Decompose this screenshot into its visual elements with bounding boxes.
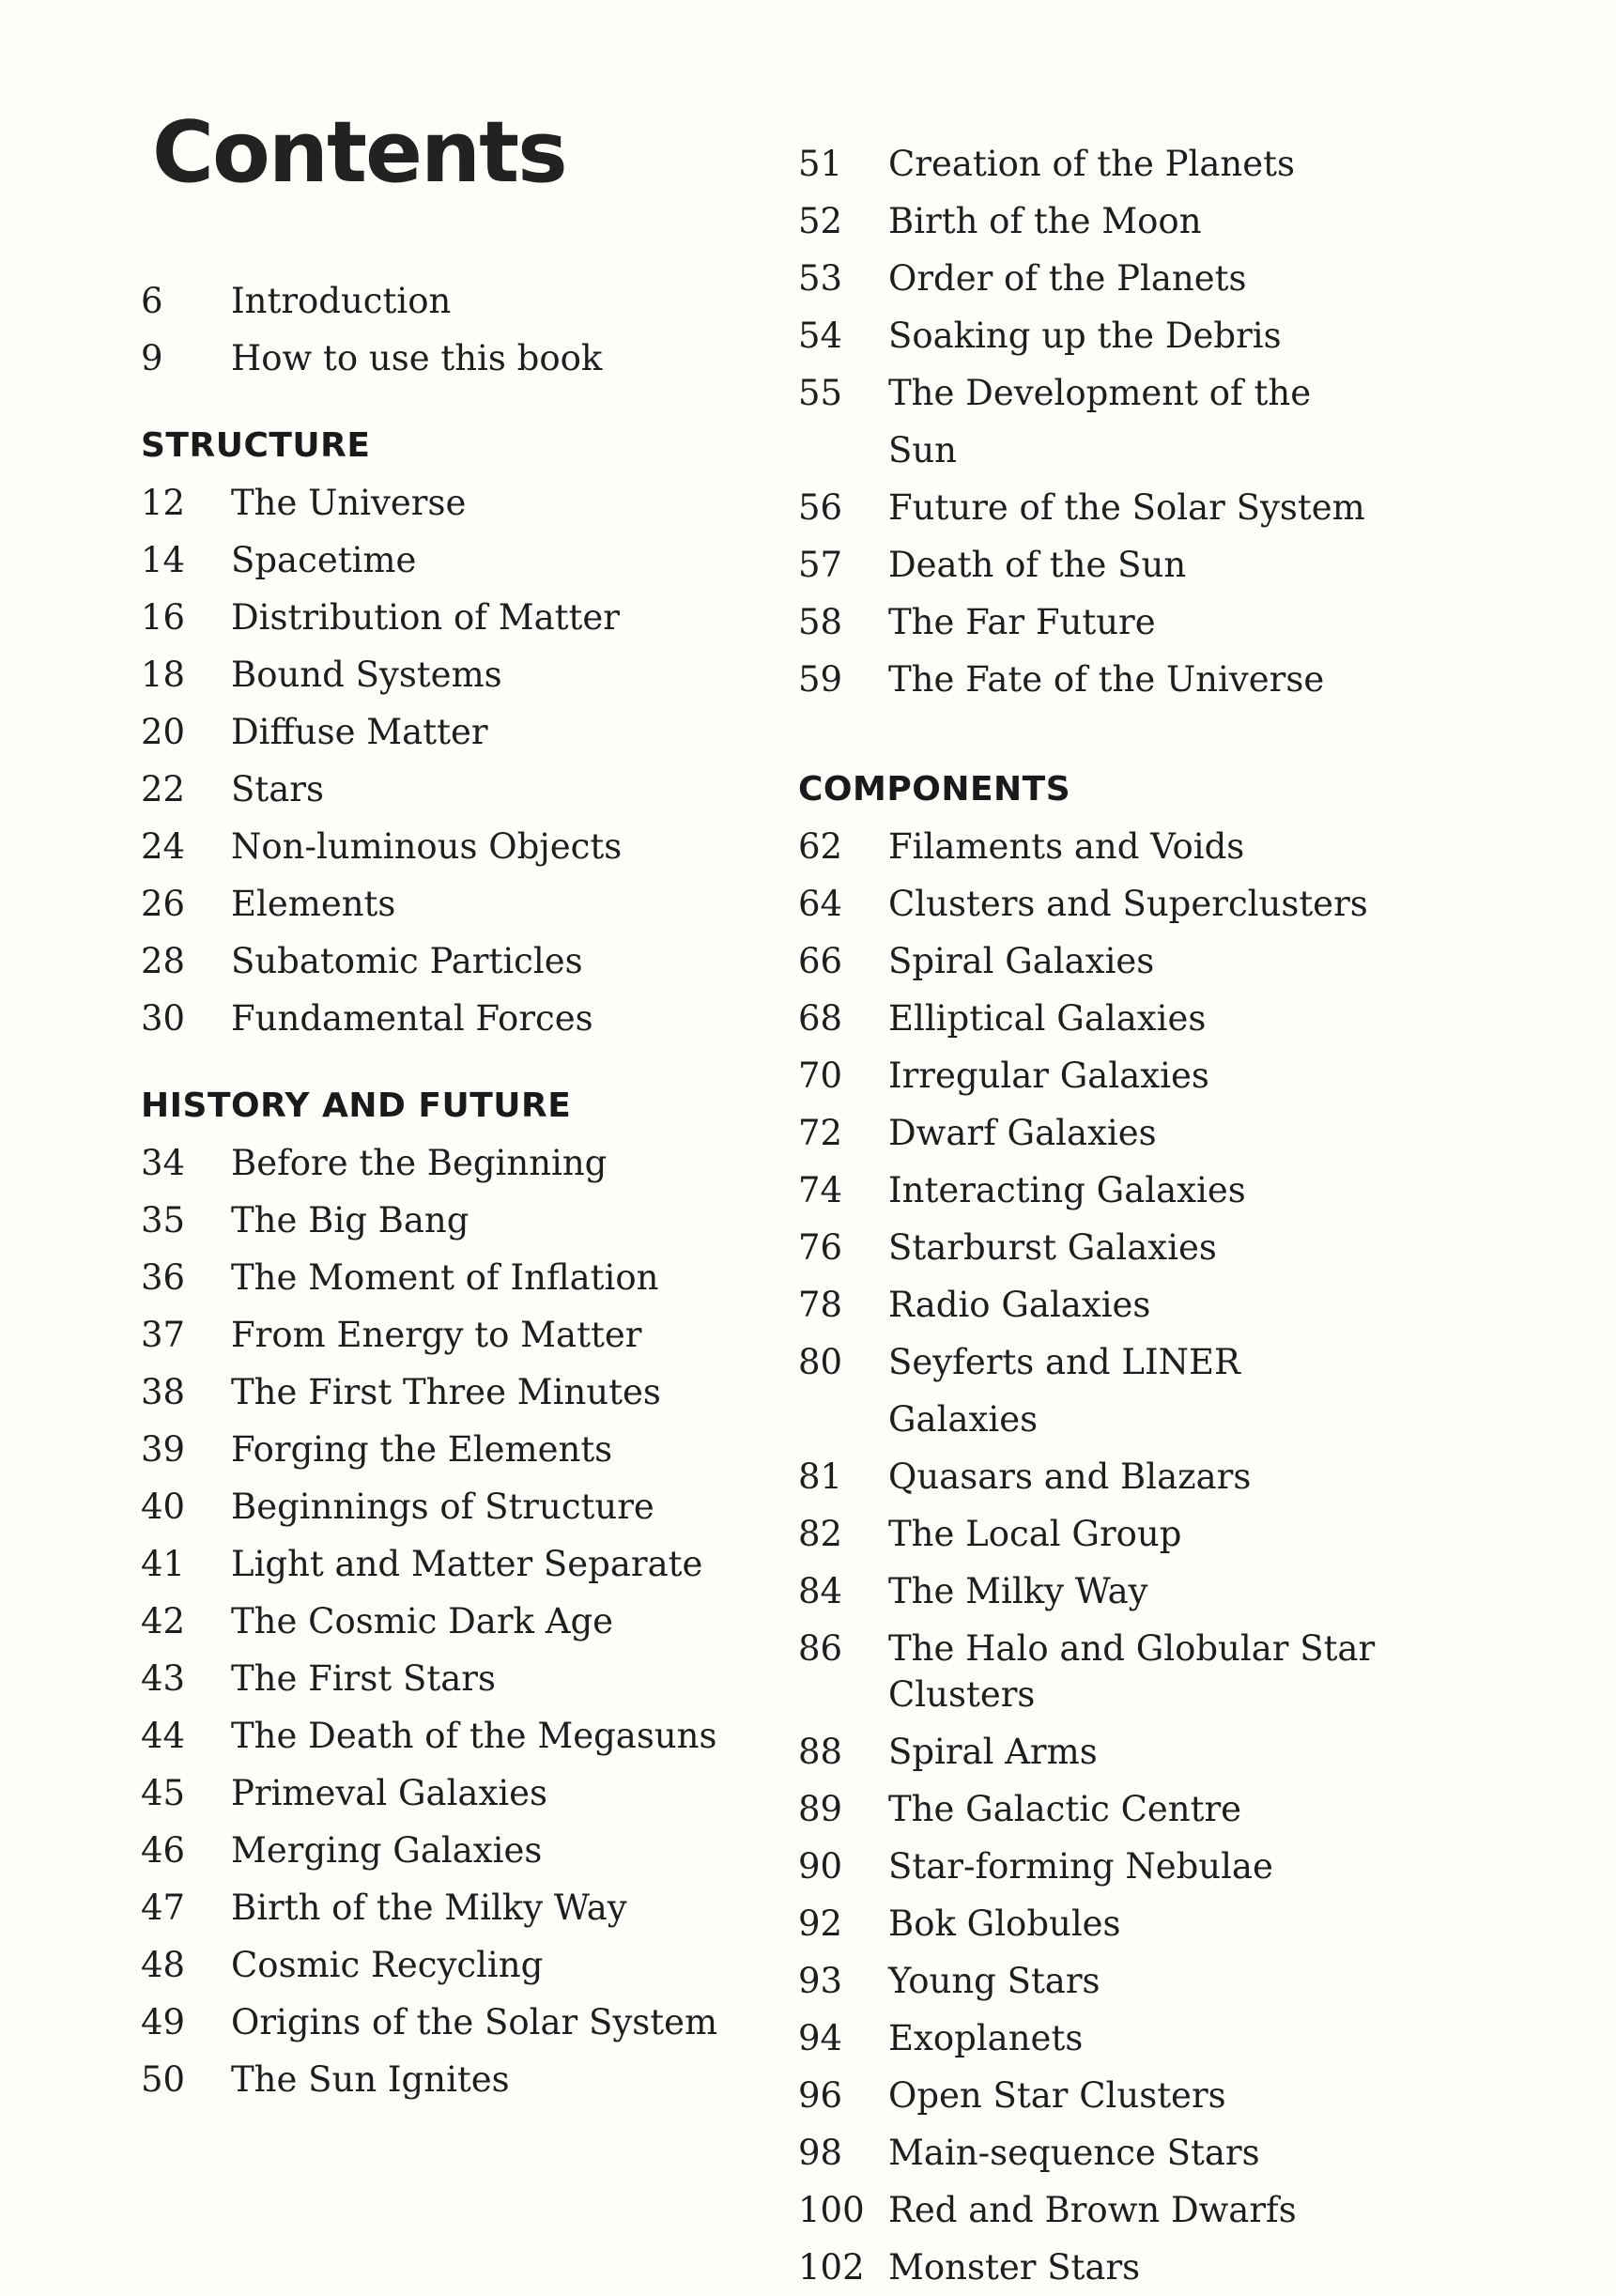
toc-entry [798, 1952, 1380, 2010]
toc-entry [141, 1364, 723, 1421]
toc-page-number: 43 [141, 1658, 186, 1699]
toc-entry [798, 1162, 1380, 1219]
toc-page-number: 59 [798, 659, 843, 700]
toc-entry [141, 703, 723, 761]
toc-entry [798, 1563, 1380, 1620]
toc-entry-title: Primeval Galaxies [231, 1773, 548, 1813]
toc-entry-title: Open Star Clusters [888, 2075, 1226, 2116]
toc-page-number: 52 [798, 201, 843, 241]
toc-page-number: 45 [141, 1773, 186, 1813]
toc-page-number: 76 [798, 1227, 843, 1268]
toc-entry-title: Order of the Planets [888, 258, 1247, 299]
toc-entry-title: Elliptical Galaxies [888, 998, 1207, 1039]
toc-page-number: 57 [798, 545, 843, 585]
toc-page-number: 22 [141, 769, 186, 809]
toc-entry-title: The First Three Minutes [231, 1372, 661, 1412]
toc-entry-title: Birth of the Milky Way [231, 1888, 627, 1928]
toc-entry-title: The Milky Way [888, 1571, 1148, 1611]
toc-page-number: 62 [798, 826, 843, 867]
toc-entry-title: Creation of the Planets [888, 144, 1295, 184]
toc-entry [141, 1764, 723, 1822]
toc-page-number: 88 [798, 1732, 843, 1772]
toc-entry-title: The Death of the Megasuns [231, 1716, 717, 1756]
toc-entry [141, 330, 723, 387]
toc-entry [798, 1448, 1380, 1505]
toc-entry-title: Subatomic Particles [231, 941, 583, 981]
toc-entry [798, 1047, 1380, 1104]
toc-entry [141, 1707, 723, 1764]
toc-page-number: 46 [141, 1830, 186, 1871]
toc-page-number: 20 [141, 712, 186, 752]
toc-entry-title: Fundamental Forces [231, 998, 593, 1039]
toc-page-number: 66 [798, 941, 843, 981]
toc-entry [798, 1505, 1380, 1563]
toc-entry [798, 479, 1380, 536]
toc-entry [141, 1936, 723, 1994]
toc-entry-title: Distribution of Matter [231, 597, 620, 638]
toc-entry [798, 2181, 1380, 2239]
intro-list [141, 272, 723, 387]
toc-entry [141, 1535, 723, 1593]
toc-entry [141, 474, 723, 532]
components-list [798, 818, 1380, 2296]
toc-entry [141, 761, 723, 818]
toc-entry [141, 1879, 723, 1936]
toc-entry-title: The Sun Ignites [231, 2059, 510, 2100]
toc-entry-title: Irregular Galaxies [888, 1056, 1209, 1096]
toc-page-number: 38 [141, 1372, 186, 1412]
toc-entry [141, 1249, 723, 1306]
toc-page-number: 100 [798, 2190, 865, 2230]
toc-page-number: 102 [798, 2247, 865, 2288]
toc-page-number: 34 [141, 1143, 186, 1183]
toc-entry-title: The Fate of the Universe [888, 659, 1325, 700]
toc-entry [798, 1780, 1380, 1838]
toc-entry-title: Radio Galaxies [888, 1285, 1151, 1325]
toc-entry-title: Exoplanets [888, 2018, 1084, 2058]
toc-entry [798, 1723, 1380, 1780]
toc-page-number: 80 [798, 1342, 843, 1382]
toc-entry [141, 1306, 723, 1364]
toc-page-number: 81 [798, 1456, 843, 1497]
toc-entry-title: The Development of the Sun [888, 373, 1312, 470]
toc-entry-title: Red and Brown Dwarfs [888, 2190, 1297, 2230]
toc-page-number: 47 [141, 1888, 186, 1928]
toc-page-number: 86 [798, 1628, 843, 1669]
toc-entry-title: Interacting Galaxies [888, 1170, 1246, 1210]
toc-entry [798, 2010, 1380, 2067]
toc-entry-title: Future of the Solar System [888, 487, 1365, 528]
toc-entry-title: Soaking up the Debris [888, 316, 1282, 356]
toc-page-number: 98 [798, 2133, 843, 2173]
toc-entry-title: Star-forming Nebulae [888, 1846, 1273, 1887]
toc-entry [141, 990, 723, 1047]
toc-page-number: 90 [798, 1846, 843, 1887]
toc-entry [141, 1134, 723, 1192]
toc-entry [141, 1650, 723, 1707]
toc-entry-title: Seyferts and LINER Galaxies [888, 1342, 1240, 1440]
toc-page-number: 74 [798, 1170, 843, 1210]
toc-entry-title: Forging the Elements [231, 1429, 613, 1470]
toc-entry-title: Origins of the Solar System [231, 2002, 718, 2042]
toc-page-number: 78 [798, 1285, 843, 1325]
toc-entry [798, 990, 1380, 1047]
toc-entry [141, 1593, 723, 1650]
toc-entry [798, 1620, 1380, 1723]
toc-entry [141, 875, 723, 932]
toc-entry-title: Quasars and Blazars [888, 1456, 1252, 1497]
toc-entry-title: Before the Beginning [231, 1143, 608, 1183]
toc-page-number: 18 [141, 655, 186, 695]
toc-entry-title: Bok Globules [888, 1903, 1121, 1944]
toc-page-number: 6 [141, 281, 163, 321]
toc-entry [798, 1219, 1380, 1276]
toc-entry [141, 1192, 723, 1249]
toc-entry-title: Light and Matter Separate [231, 1544, 703, 1584]
toc-entry [141, 1994, 723, 2051]
contents-column-right [798, 135, 1380, 2296]
toc-page-number: 82 [798, 1514, 843, 1554]
toc-entry-title: Cosmic Recycling [231, 1945, 544, 1985]
toc-page-number: 68 [798, 998, 843, 1039]
toc-page-number: 58 [798, 602, 843, 642]
toc-entry-title: The Cosmic Dark Age [231, 1601, 614, 1641]
toc-entry [798, 651, 1380, 708]
toc-entry-title: The Moment of Inflation [231, 1257, 659, 1298]
toc-entry [798, 2067, 1380, 2124]
toc-page-number: 56 [798, 487, 843, 528]
toc-entry-title: Merging Galaxies [231, 1830, 543, 1871]
toc-entry [141, 818, 723, 875]
toc-entry [798, 536, 1380, 593]
toc-page-number: 44 [141, 1716, 186, 1756]
toc-page-number: 50 [141, 2059, 186, 2100]
toc-page-number: 51 [798, 144, 843, 184]
toc-page-number: 16 [141, 597, 186, 638]
toc-entry-title: Dwarf Galaxies [888, 1113, 1157, 1153]
toc-page-number: 14 [141, 540, 186, 580]
toc-entry-title: Bound Systems [231, 655, 502, 695]
toc-entry-title: Monster Stars [888, 2247, 1141, 2288]
toc-entry-title: The Local Group [888, 1514, 1182, 1554]
toc-page-number: 41 [141, 1544, 186, 1584]
toc-entry-title: Diffuse Matter [231, 712, 488, 752]
toc-page-number: 54 [798, 316, 843, 356]
toc-page-number: 92 [798, 1903, 843, 1944]
section-gap [798, 708, 1380, 761]
toc-entry [798, 818, 1380, 875]
toc-page-number: 70 [798, 1056, 843, 1096]
history-list-right [798, 135, 1380, 708]
toc-page-number: 49 [141, 2002, 186, 2042]
toc-entry [798, 932, 1380, 990]
toc-entry [798, 364, 1380, 479]
toc-entry-title: Starburst Galaxies [888, 1227, 1217, 1268]
toc-page-number: 72 [798, 1113, 843, 1153]
section-heading-history: HISTORY AND FUTURE [141, 1086, 572, 1125]
section-gap [141, 387, 723, 417]
toc-page-number: 53 [798, 258, 843, 299]
toc-entry [798, 250, 1380, 307]
toc-entry-title: Clusters and Superclusters [888, 884, 1368, 924]
toc-entry [141, 932, 723, 990]
toc-entry [141, 1478, 723, 1535]
toc-entry [798, 2239, 1380, 2296]
toc-page-number: 37 [141, 1315, 186, 1355]
contents-column-left [141, 272, 723, 2108]
toc-entry [798, 193, 1380, 250]
toc-entry-title: Elements [231, 884, 396, 924]
toc-entry-title: Spiral Arms [888, 1732, 1098, 1772]
toc-entry [141, 1421, 723, 1478]
toc-entry-title: Birth of the Moon [888, 201, 1202, 241]
toc-entry [798, 135, 1380, 193]
toc-entry-title: Filaments and Voids [888, 826, 1245, 867]
toc-entry [798, 1838, 1380, 1895]
toc-page-number: 48 [141, 1945, 186, 1985]
toc-entry-title: The Galactic Centre [888, 1789, 1242, 1829]
toc-entry-title: Introduction [231, 281, 452, 321]
toc-entry-title: The Halo and Globular Star Clusters [888, 1628, 1376, 1715]
toc-page-number: 55 [798, 373, 843, 413]
toc-entry-title: Non-luminous Objects [231, 826, 623, 867]
toc-page-number: 35 [141, 1200, 186, 1240]
toc-page-number: 30 [141, 998, 186, 1039]
toc-entry-title: Beginnings of Structure [231, 1487, 654, 1527]
toc-page-number: 89 [798, 1789, 843, 1829]
toc-page-number: 94 [798, 2018, 843, 2058]
toc-entry [141, 589, 723, 646]
toc-entry [798, 1895, 1380, 1952]
toc-page-number: 64 [798, 884, 843, 924]
toc-entry-title: The Universe [231, 483, 467, 523]
toc-page-number: 93 [798, 1961, 843, 2001]
toc-page-number: 96 [798, 2075, 843, 2116]
toc-entry-title: Main-sequence Stars [888, 2133, 1260, 2173]
toc-entry-title: The First Stars [231, 1658, 496, 1699]
toc-entry-title: The Far Future [888, 602, 1156, 642]
toc-entry [798, 307, 1380, 364]
section-heading-components: COMPONENTS [798, 770, 1071, 809]
toc-entry-title: From Energy to Matter [231, 1315, 642, 1355]
toc-page-number: 12 [141, 483, 186, 523]
structure-list [141, 474, 723, 1047]
toc-entry-title: How to use this book [231, 338, 603, 378]
toc-page-number: 42 [141, 1601, 186, 1641]
toc-entry [798, 1276, 1380, 1333]
toc-entry-title: The Big Bang [231, 1200, 469, 1240]
toc-entry [798, 875, 1380, 932]
toc-page-number: 39 [141, 1429, 186, 1470]
toc-entry [141, 532, 723, 589]
toc-page-number: 9 [141, 338, 163, 378]
toc-entry-title: Spiral Galaxies [888, 941, 1155, 981]
history-list-left [141, 1134, 723, 2108]
toc-entry-title: Stars [231, 769, 324, 809]
toc-entry [141, 2051, 723, 2108]
toc-page-number: 84 [798, 1571, 843, 1611]
toc-entry [141, 646, 723, 703]
toc-page-number: 28 [141, 941, 186, 981]
toc-entry [798, 1104, 1380, 1162]
section-gap [141, 1047, 723, 1077]
toc-entry-title: Death of the Sun [888, 545, 1187, 585]
toc-entry [798, 593, 1380, 651]
toc-entry-title: Spacetime [231, 540, 417, 580]
toc-page-number: 40 [141, 1487, 186, 1527]
toc-entry [141, 1822, 723, 1879]
toc-page-number: 26 [141, 884, 186, 924]
toc-entry-title: Young Stars [888, 1961, 1100, 2001]
page-title: Contents [152, 103, 566, 202]
toc-entry [798, 1333, 1380, 1448]
toc-entry [798, 2124, 1380, 2181]
toc-page-number: 24 [141, 826, 186, 867]
toc-page-number: 36 [141, 1257, 186, 1298]
section-heading-structure: STRUCTURE [141, 426, 371, 465]
toc-entry [141, 272, 723, 330]
